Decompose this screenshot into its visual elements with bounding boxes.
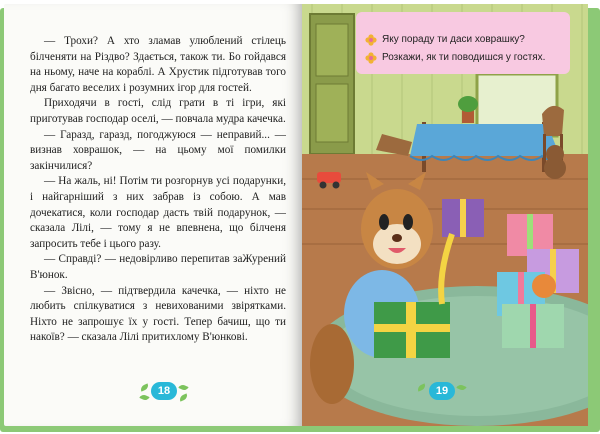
paragraph: — Трохи? А хто зламав улюблений стілець білченяти на Різдво? Здається, також ти. Бо гойдався на ньому, наче на кораблі. А Хрустик підготував того дня багато веселих і розумних ігор для гостей. (30, 35, 286, 94)
flower-icon (365, 34, 377, 46)
page-number-left: 18 (151, 382, 177, 400)
squirrel-tail (310, 324, 354, 404)
paragraph: Приходячи в гості, слід грати в ті ігри, які приготував господар оселі, — повчала мудра качечка. (30, 97, 286, 125)
question-box (356, 12, 570, 74)
paragraph: — Гаразд, гаразд, погоджуюся — неправий... — визнав ховрашок, — на цьому мої помилки закінчилися? (30, 128, 286, 172)
leaf-icon (139, 393, 149, 401)
paragraph: — Звісно, — підтвердила качечка, — ніхто не любить спілкуватися з невихованими звірятками. Ніхто не запрошує їх у гості. Тепер бачиш, що ти накоїв? — сказала Лілі притихлому В'юнкові. (30, 284, 286, 344)
flower-icon (365, 52, 377, 64)
toy-car (317, 172, 341, 183)
leaf-icon (178, 393, 188, 401)
paragraph: — Справді? — недовірливо перепитав заЖурений В'юнок. (30, 253, 286, 281)
table (410, 124, 560, 156)
question-1: Яку пораду ти даси ховрашку? (382, 34, 525, 45)
left-page (4, 4, 302, 426)
page-number-right: 19 (429, 382, 455, 400)
chair (542, 106, 564, 136)
leaf-icon (139, 383, 149, 391)
question-2: Розкажи, як ти поводишся у гостях. (382, 52, 546, 63)
leaf-icon (178, 383, 188, 391)
story-text (30, 34, 286, 346)
paragraph: — На жаль, ні! Потім ти розгорнув усі подарунки, і найгарніший з них забрав із собою. А мав дочекатися, коли господар дасть твій подарунок, — сказала Лілі, — тому я не впевнена, що білченя запросить тебе і цього разу. (30, 175, 286, 250)
